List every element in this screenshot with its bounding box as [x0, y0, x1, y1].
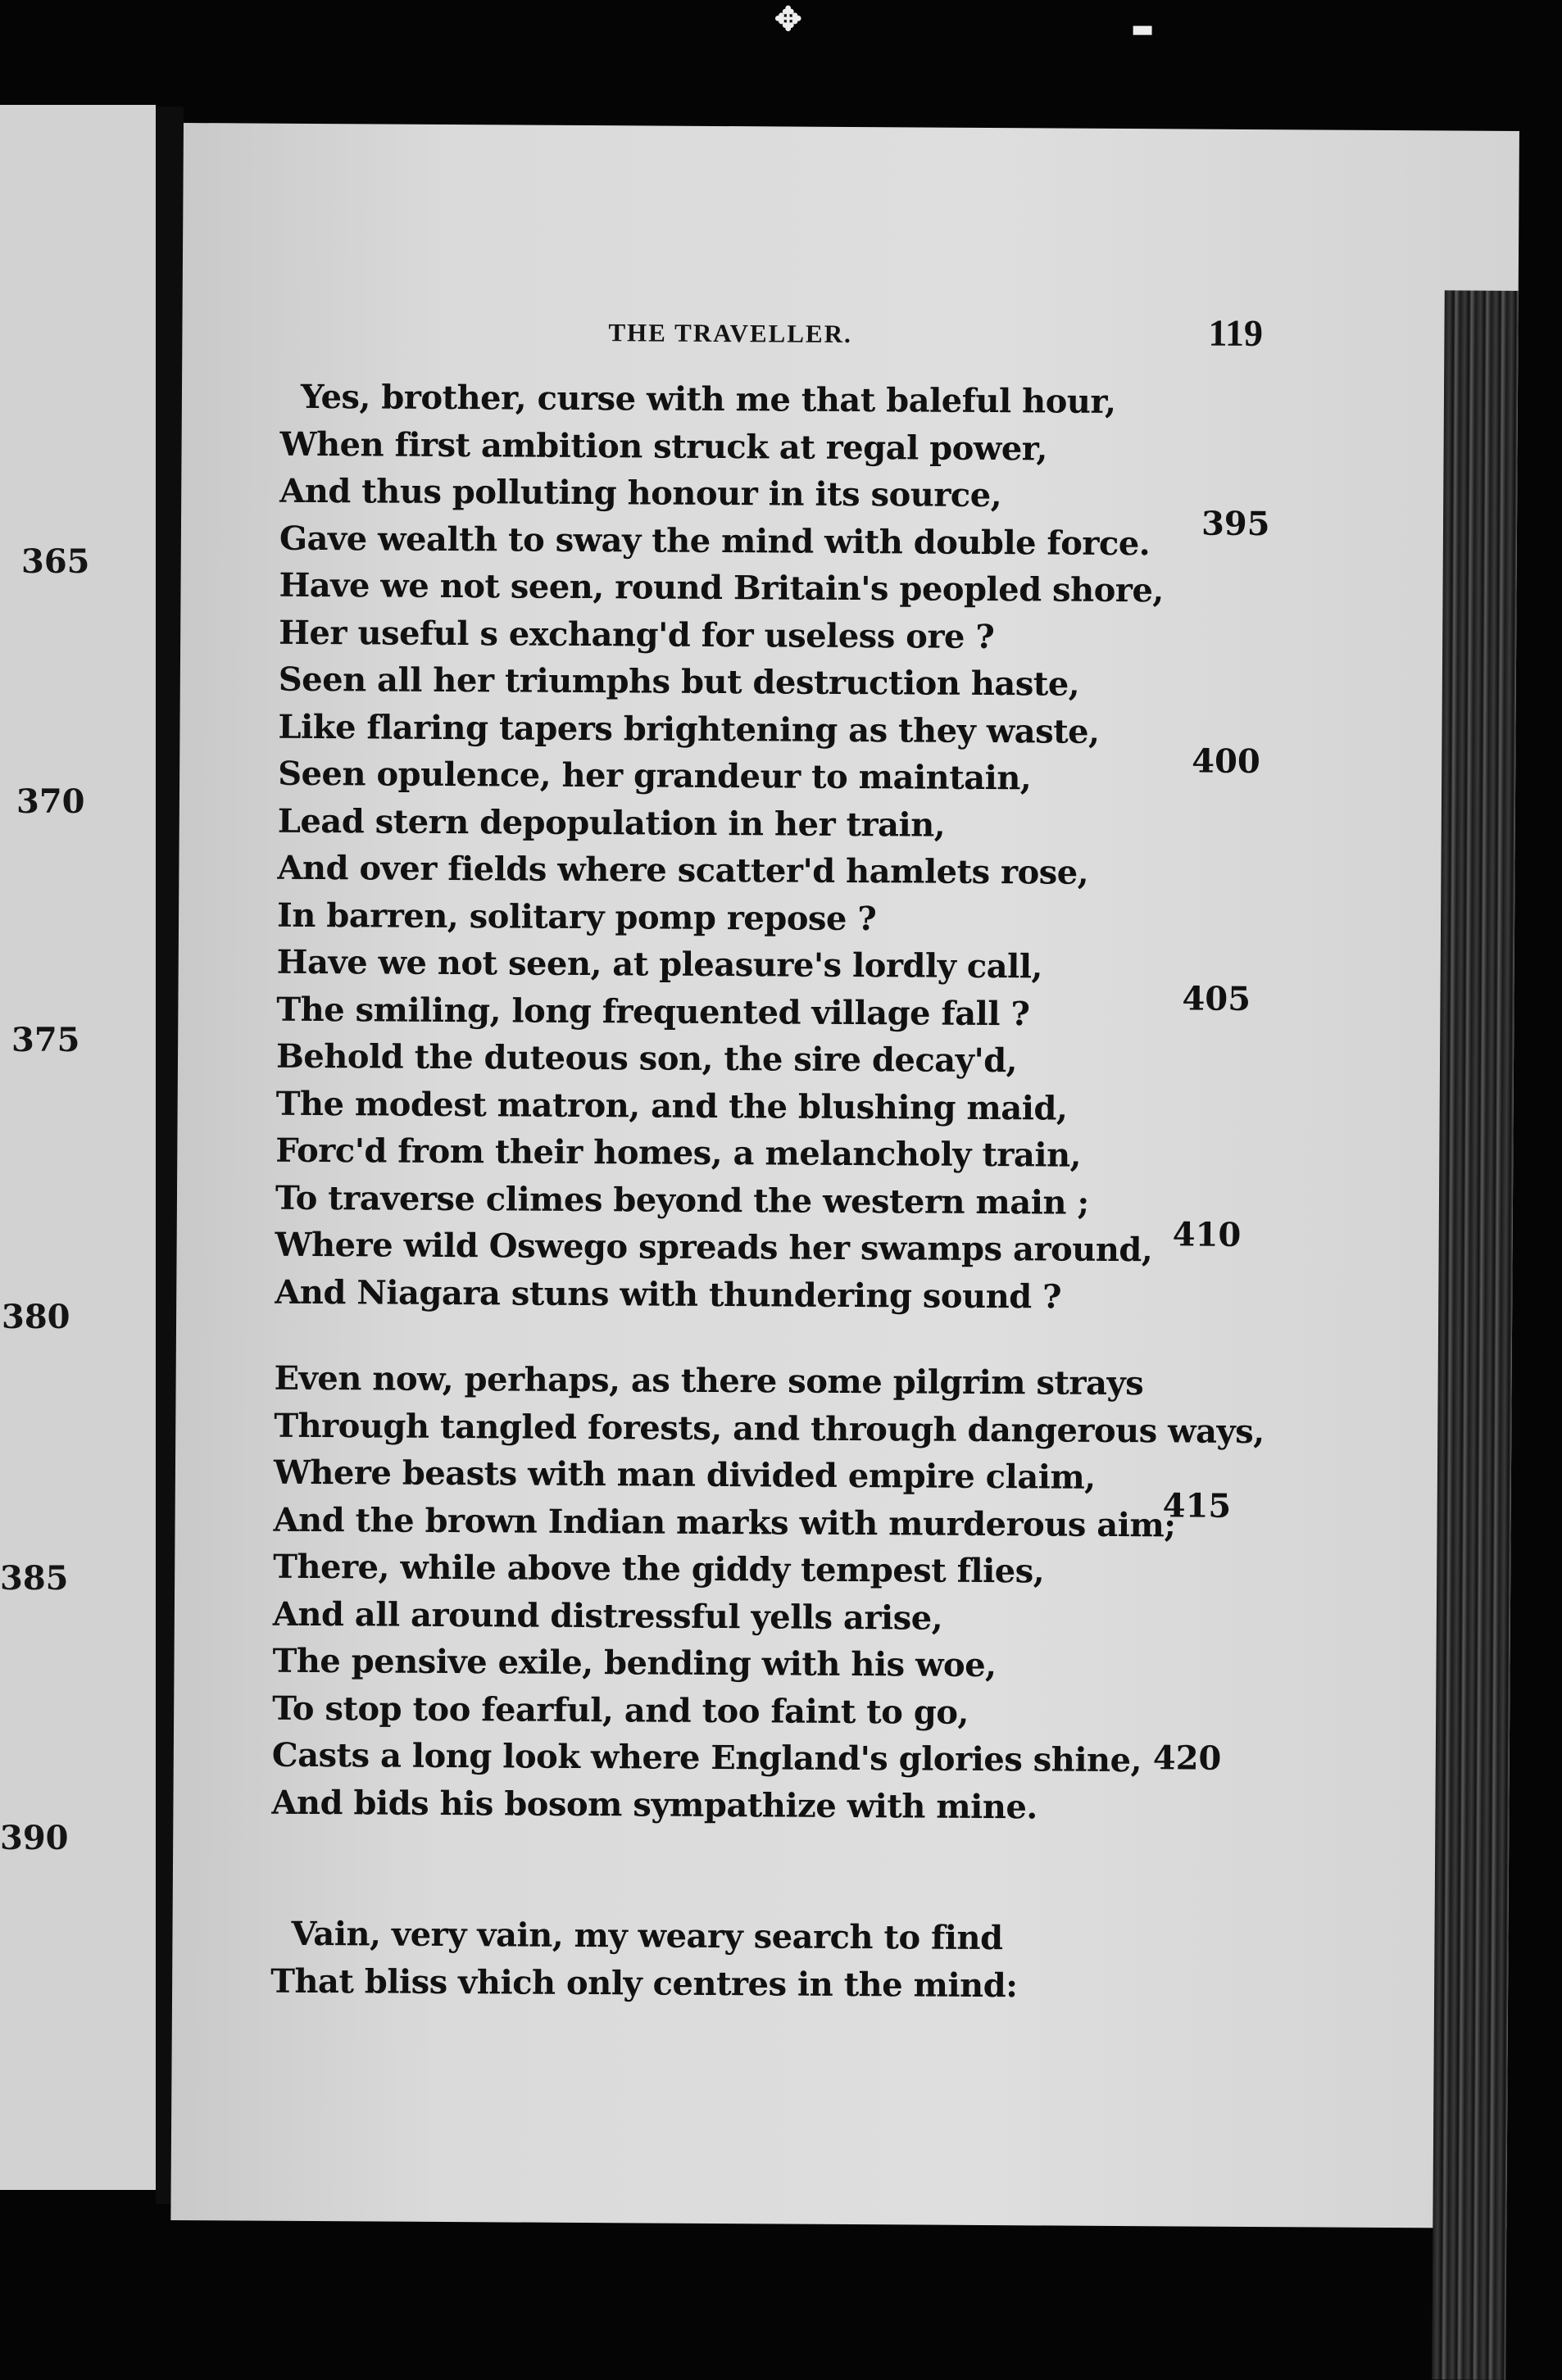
poem-line: The modest matron, and the blushing maid,: [275, 1084, 1068, 1128]
poem-line: There, while above the giddy tempest flies,: [273, 1547, 1045, 1591]
poem-line: The smiling, long frequented village fall ?: [276, 990, 1030, 1033]
poem-line: Behold the duteous son, the sire decay'd,: [275, 1036, 1018, 1081]
poem-line: And the brown Indian marks with murderous aim;: [273, 1500, 1176, 1544]
scan-mark: ✥: [774, 0, 802, 39]
book-page: [170, 123, 1519, 2228]
previous-page-line-number: 380: [2, 1298, 70, 1336]
poem-line: Through tangled forests, and through dangerous ways,: [274, 1406, 1265, 1451]
line-number: 415: [1162, 1486, 1232, 1525]
scan-mark: ▬: [1131, 15, 1155, 43]
poem-line: Even now, perhaps, as there some pilgrim strays: [274, 1358, 1144, 1403]
poem-line: To stop too fearful, and too faint to go,: [272, 1689, 969, 1732]
poem-line: Seen all her triumphs but destruction haste,: [278, 660, 1080, 704]
poem-line: Seen opulence, her grandeur to maintain,: [278, 754, 1032, 798]
poem-line: And over fields where scatter'd hamlets rose,: [277, 848, 1089, 892]
poem-line: When first ambition struck at regal power,: [279, 424, 1047, 468]
poem-line: Gave wealth to sway the mind with double force.: [279, 519, 1151, 563]
poem-line: Where wild Oswego spreads her swamps around,: [275, 1225, 1153, 1270]
poem-line: The pensive exile, bending with his woe,: [272, 1641, 997, 1685]
page-number: 119: [1208, 311, 1264, 355]
previous-page: [0, 105, 156, 2190]
page-edge: [1432, 290, 1519, 2380]
poem-line: In barren, solitary pomp repose ?: [276, 895, 877, 938]
poem-line: Lead stern depopulation in her train,: [277, 801, 946, 845]
poem-line: And thus polluting honour in its source,: [279, 471, 1002, 515]
poem-line: And bids his bosom sympathize with mine.: [271, 1783, 1038, 1826]
running-head: THE TRAVELLER.: [608, 318, 852, 348]
poem-line: Have we not seen, round Britain's peopled shore,: [279, 565, 1164, 610]
poem-line: Her useful s exchang'd for useless ore ?: [279, 613, 995, 656]
line-number: 395: [1201, 504, 1270, 544]
previous-page-line-number: 365: [21, 542, 90, 581]
poem-line: And Niagara stuns with thundering sound ?: [275, 1272, 1062, 1317]
previous-page-line-number: 375: [11, 1021, 80, 1059]
line-number: 400: [1192, 741, 1260, 782]
poem-line: Vain, very vain, my weary search to find: [291, 1914, 1003, 1958]
poem-line: And all around distressful yells arise,: [272, 1594, 943, 1638]
line-number: 405: [1182, 979, 1251, 1018]
poem-line: Like flaring tapers brightening as they waste,: [278, 707, 1100, 751]
poem-line: Forc'd from their homes, a melancholy train,: [275, 1131, 1082, 1175]
poem-line: Where beasts with man divided empire claim,: [273, 1453, 1096, 1497]
poem-line: Yes, brother, curse with me that baleful hour,: [300, 377, 1116, 421]
poem-line: Have we not seen, at pleasure's lordly call,: [276, 942, 1043, 986]
poem-line: To traverse climes beyond the western main ;: [275, 1178, 1089, 1222]
previous-page-line-number: 390: [0, 1819, 69, 1857]
line-number: 410: [1172, 1215, 1242, 1254]
poem-line: Casts a long look where England's glories shine,: [271, 1735, 1142, 1780]
poem-line: That bliss vhich only centres in the mind:: [270, 1961, 1018, 2005]
previous-page-line-number: 385: [0, 1559, 69, 1598]
previous-page-line-number: 370: [16, 782, 85, 821]
line-number: 420: [1152, 1739, 1222, 1778]
